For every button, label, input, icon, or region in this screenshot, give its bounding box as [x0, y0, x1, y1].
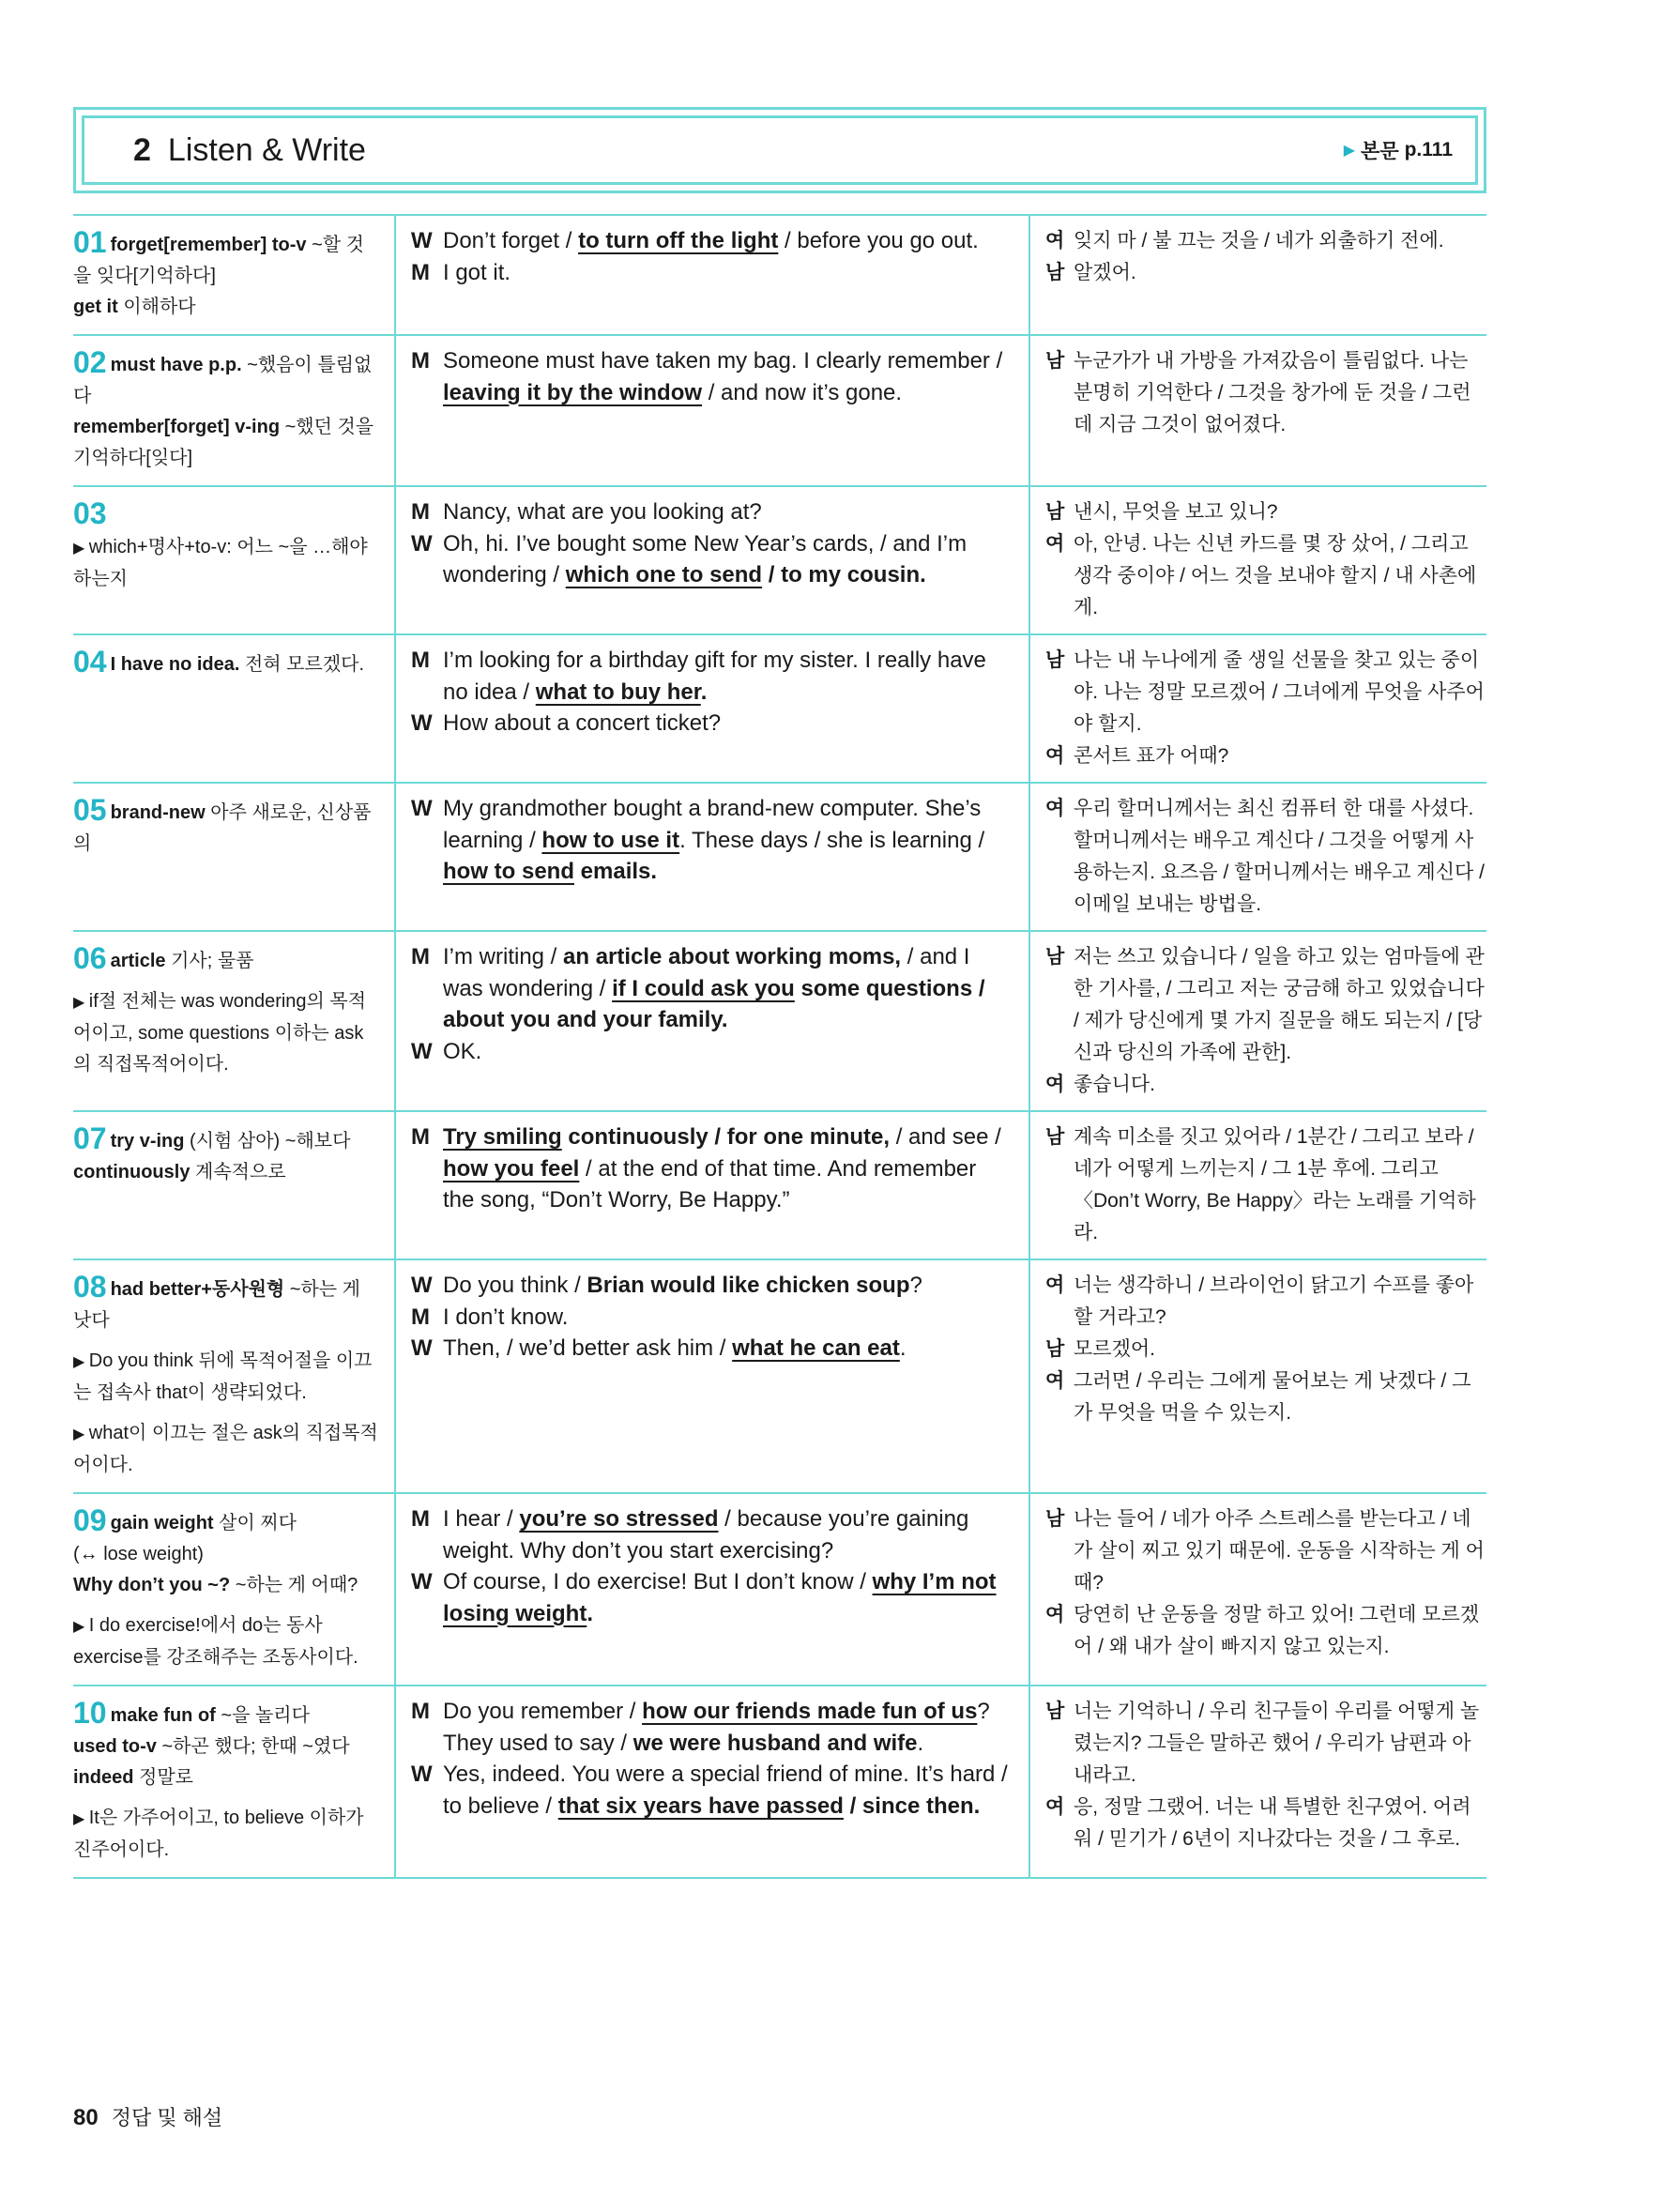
translation-line	[1045, 1365, 1486, 1429]
translation-line	[1045, 1069, 1486, 1101]
notes-cell	[73, 1112, 394, 1259]
translation-line	[1045, 1696, 1486, 1792]
page-footer	[73, 2102, 222, 2131]
translation-text: 나는 들어 / 네가 아주 스트레스를 받는다고 / 네가 살이 찌고 있기 때문에. 운동을 시작하는 게 어때?	[1074, 1508, 1485, 1594]
translation-line	[1045, 645, 1486, 740]
underlined-answer: how to send	[443, 859, 574, 884]
dialogue-text	[443, 645, 1013, 708]
korean-cell	[1030, 487, 1486, 633]
dialogue-line	[411, 1036, 1013, 1068]
translation-text: 계속 미소를 짓고 있어라 / 1분간 / 그리고 보라 / 네가 어떻게 느끼는지 / 그 1분 후에. 그리고 〈Don’t Worry, Be Happy〉라는 노래를 기억하라.	[1074, 1126, 1476, 1243]
dialogue-line	[411, 1696, 1013, 1728]
dialogue-text	[443, 1728, 1013, 1760]
item-number: 10	[73, 1696, 107, 1730]
text-segment: / because you’re gaining weight. Why don’t you start exercising?	[443, 1506, 969, 1564]
dialogue-line	[411, 496, 1013, 528]
speaker-label: W	[411, 1335, 433, 1361]
item-number: 01	[73, 225, 107, 259]
speaker-label: 여	[1045, 1370, 1065, 1392]
translation-text: 우리 할머니께서는 최신 컴퓨터 한 대를 사셨다. 할머니께서는 배우고 계신다 / 그것을 어떻게 사용하는지. 요즈음 / 할머니께서는 배우고 계신다 / 이메일 보내는 방법을.	[1074, 798, 1485, 915]
dialogue-text	[443, 941, 1013, 1036]
text-segment: They used to say /	[443, 1730, 633, 1756]
text-segment: Brian would like chicken soup	[587, 1273, 910, 1298]
translation-text: 잊지 마 / 불 끄는 것을 / 네가 외출하기 전에.	[1074, 230, 1444, 252]
translation-text: 나는 내 누나에게 줄 생일 선물을 찾고 있는 중이야. 나는 정말 모르겠어 / 그녀에게 무엇을 사주어야 할지.	[1074, 649, 1485, 735]
english-cell	[394, 336, 1030, 485]
text-segment: / at the end of that time. And remember the song, “Don’t Worry, Be Happy.”	[443, 1155, 977, 1213]
text-segment: My grandmother bought a brand-new computer. She’s learning /	[443, 796, 982, 853]
dialogue-line	[411, 345, 1013, 408]
translation-line	[1045, 1334, 1486, 1365]
underlined-answer: you’re so stressed	[519, 1506, 719, 1532]
translation-line	[1045, 793, 1486, 921]
page-reference-page: p.111	[1404, 139, 1453, 160]
note-keyword: get it	[73, 297, 118, 317]
section-title-text: Listen & Write	[167, 131, 366, 168]
underlined-answer: if I could ask you	[612, 975, 795, 1001]
speaker-label: M	[411, 944, 430, 969]
english-cell	[394, 932, 1030, 1110]
translation-text: 너는 생각하니 / 브라이언이 닭고기 수프를 좋아할 거라고?	[1074, 1274, 1474, 1328]
dialogue-text	[443, 257, 1013, 289]
dialogue-table	[73, 214, 1486, 1879]
text-segment: we were husband and wife	[632, 1730, 918, 1756]
speaker-label: W	[411, 1762, 433, 1787]
grammar-tip	[73, 1346, 381, 1409]
korean-cell	[1030, 216, 1486, 334]
korean-cell	[1030, 932, 1486, 1110]
vocab-note	[73, 1123, 381, 1157]
speaker-label: M	[411, 1699, 430, 1724]
item-number: 07	[73, 1121, 107, 1155]
underlined-answer: that six years have passed	[557, 1792, 844, 1819]
speaker-label: 여	[1045, 1274, 1065, 1296]
speaker-label: 남	[1045, 262, 1065, 283]
item-number: 08	[73, 1270, 107, 1304]
note-text: (시험 삼아) ~해보다	[184, 1131, 351, 1152]
dialogue-text	[443, 528, 1013, 591]
item-row	[73, 1686, 1486, 1879]
dialogue-text	[443, 1302, 1013, 1334]
korean-cell	[1030, 336, 1486, 485]
item-number: 09	[73, 1503, 107, 1537]
translation-line	[1045, 345, 1486, 441]
vocab-note	[73, 347, 381, 412]
speaker-label: 남	[1045, 1126, 1065, 1148]
note-text: what이 이끄는 절은 ask의 직접목적어이다.	[73, 1423, 378, 1475]
text-segment: How about a concert ticket?	[443, 710, 722, 736]
vocab-note	[73, 1505, 381, 1539]
dialogue-line	[411, 1566, 1013, 1629]
text-segment: / and see /	[890, 1124, 1001, 1150]
text-segment: Do you think /	[443, 1273, 587, 1298]
dialogue-line	[411, 1503, 1013, 1566]
underlined-answer: Try smiling	[443, 1124, 562, 1150]
translation-text: 응, 정말 그랬어. 너는 내 특별한 친구였어. 어려워 / 믿기가 / 6년이 지나갔다는 것을 / 그 후로.	[1074, 1796, 1471, 1850]
vocab-note	[73, 943, 381, 977]
translation-text: 당연히 난 운동을 정말 하고 있어! 그런데 모르겠어 / 왜 내가 살이 빠지지 않고 있는지.	[1074, 1604, 1480, 1657]
grammar-tip	[73, 986, 381, 1080]
text-segment: / and I was wondering /	[443, 944, 970, 1001]
text-segment: Someone must have taken my bag. I clearly remember /	[443, 348, 1003, 374]
speaker-label: 여	[1045, 230, 1065, 252]
underlined-answer: what to buy her	[535, 679, 701, 705]
dialogue-text	[443, 1121, 1013, 1216]
dialogue-text	[443, 225, 1013, 257]
dialogue-line	[411, 645, 1013, 708]
note-text: ~을 놀리다	[215, 1705, 310, 1726]
note-keyword: forget[remember] to-v	[110, 235, 307, 255]
note-text: if절 전체는 was wondering의 목적어이고, some questions 이하는 ask의 직접목적어이다.	[73, 991, 367, 1075]
text-segment: OK.	[443, 1038, 482, 1064]
english-cell	[394, 784, 1030, 930]
note-keyword: Why don’t you ~?	[73, 1575, 231, 1595]
speaker-label: M	[411, 648, 430, 673]
translation-line	[1045, 941, 1486, 1069]
vocab-note	[73, 1539, 381, 1570]
item-row	[73, 635, 1486, 784]
translation-line	[1045, 1792, 1486, 1855]
speaker-label: 남	[1045, 1338, 1065, 1360]
text-segment: an article about working moms,	[563, 944, 902, 969]
speaker-label: 여	[1045, 533, 1065, 555]
speaker-label: 여	[1045, 745, 1065, 767]
speaker-label: 여	[1045, 1074, 1065, 1095]
text-segment: emails.	[574, 859, 658, 884]
note-text: Do you think 뒤에 목적어절을 이끄는 접속사 that이 생략되었다.	[73, 1350, 373, 1403]
text-segment: / before you go out.	[778, 228, 979, 253]
item-number: 02	[73, 345, 107, 379]
dialogue-line	[411, 708, 1013, 740]
dialogue-text	[443, 1696, 1013, 1728]
item-number-line	[73, 498, 381, 532]
note-keyword: indeed	[73, 1767, 134, 1788]
text-segment: Yes, indeed. You were a special friend of mine. It’s hard / to believe /	[443, 1762, 1008, 1819]
note-text: 전혀 모르겠다.	[239, 654, 365, 675]
section-number: 2	[133, 131, 151, 168]
speaker-label	[411, 1728, 443, 1760]
translation-text: 아, 안녕. 나는 신년 카드를 몇 장 샀어, / 그리고 생각 중이야 / 어느 것을 보내야 할지 / 내 사촌에게.	[1074, 533, 1477, 618]
note-keyword: must have p.p.	[110, 355, 242, 375]
english-cell	[394, 635, 1030, 782]
speaker-label: 남	[1045, 1508, 1065, 1530]
speaker-label: 남	[1045, 501, 1065, 523]
item-number: 06	[73, 941, 107, 975]
speaker-label: M	[411, 348, 430, 374]
underlined-answer: leaving it by the window	[443, 379, 703, 405]
korean-cell	[1030, 1494, 1486, 1685]
dialogue-line	[411, 1121, 1013, 1216]
translation-line	[1045, 496, 1486, 528]
translation-text: 저는 쓰고 있습니다 / 일을 하고 있는 엄마들에 관한 기사를, / 그리고 저는 궁금해 하고 있었습니다 / 제가 당신에게 몇 가지 질문을 해도 되는지 / [당신과 당신의 가족에 관한].	[1074, 946, 1485, 1063]
note-text: 살이 찌다	[213, 1513, 297, 1533]
text-segment: continuously / for one minute,	[561, 1124, 891, 1150]
note-text: 정말로	[133, 1767, 193, 1788]
translation-line	[1045, 1503, 1486, 1599]
underlined-answer: how our friends made fun of us	[642, 1699, 978, 1724]
grammar-tip	[73, 532, 381, 595]
translation-text: 알겠어.	[1074, 262, 1136, 283]
item-row	[73, 487, 1486, 635]
vocab-note	[73, 412, 381, 474]
korean-cell	[1030, 1112, 1486, 1259]
notes-cell	[73, 1686, 394, 1877]
underlined-answer: to turn off the light	[578, 228, 779, 253]
translation-line	[1045, 1599, 1486, 1663]
item-row	[73, 1494, 1486, 1686]
speaker-label: M	[411, 499, 430, 525]
dialogue-text	[443, 345, 1013, 408]
speaker-label: 여	[1045, 1604, 1065, 1625]
translation-text: 너는 기억하니 / 우리 친구들이 우리를 어떻게 놀렸는지? 그들은 말하곤 했어 / 우리가 남편과 아내라고.	[1074, 1701, 1480, 1786]
text-segment: .	[700, 679, 708, 705]
dialogue-line	[411, 1270, 1013, 1302]
text-segment: . These days / she is learning /	[679, 827, 985, 853]
dialogue-text	[443, 1759, 1013, 1822]
english-cell	[394, 1112, 1030, 1259]
speaker-label: 남	[1045, 946, 1065, 968]
dialogue-line	[411, 1302, 1013, 1334]
text-segment: I’m looking for a birthday gift for my sister. I really have no idea /	[443, 648, 986, 705]
note-keyword: had better+동사원형	[110, 1279, 285, 1300]
speaker-label: M	[411, 1304, 430, 1330]
item-row	[73, 216, 1486, 336]
speaker-label: W	[411, 228, 433, 253]
english-cell	[394, 487, 1030, 633]
note-keyword: make fun of	[110, 1705, 216, 1726]
notes-cell	[73, 784, 394, 930]
vocab-note	[73, 1731, 381, 1762]
korean-cell	[1030, 635, 1486, 782]
note-text: 이해하다	[117, 297, 196, 317]
dialogue-line	[411, 528, 1013, 591]
translation-line	[1045, 225, 1486, 257]
text-segment: / to my cousin.	[762, 562, 926, 587]
speaker-label: W	[411, 1569, 433, 1594]
speaker-label: W	[411, 530, 433, 557]
note-text: which+명사+to-v: 어느 ~을 …해야 하는지	[73, 537, 368, 589]
note-text: It은 가주어이고, to believe 이하가 진주어이다.	[73, 1808, 364, 1860]
note-keyword: remember[forget] v-ing	[73, 417, 281, 437]
translation-line	[1045, 1121, 1486, 1249]
text-segment: Do you remember /	[443, 1699, 643, 1724]
note-keyword: I have no idea.	[110, 654, 240, 675]
dialogue-text	[443, 793, 1013, 888]
text-segment: Nancy, what are you looking at?	[443, 499, 762, 525]
korean-cell	[1030, 1260, 1486, 1492]
text-segment: I hear /	[443, 1506, 520, 1532]
speaker-label: W	[411, 710, 433, 736]
dialogue-line	[411, 225, 1013, 257]
notes-cell	[73, 635, 394, 782]
korean-cell	[1030, 1686, 1486, 1877]
page-reference	[1344, 136, 1453, 164]
translation-text: 그러면 / 우리는 그에게 물어보는 게 낫겠다 / 그가 무엇을 먹을 수 있는지.	[1074, 1370, 1471, 1424]
speaker-label: M	[411, 1506, 430, 1532]
text-segment: .	[587, 1600, 593, 1626]
dialogue-text	[443, 1503, 1013, 1566]
item-row	[73, 1112, 1486, 1260]
dialogue-line	[411, 257, 1013, 289]
dialogue-line	[411, 1333, 1013, 1365]
item-number: 03	[73, 496, 107, 530]
dialogue-text	[443, 1270, 1013, 1302]
text-segment: Oh, hi. I’ve bought some New Year’s cards, / and I’m wondering /	[443, 530, 968, 587]
english-cell	[394, 1494, 1030, 1685]
dialogue-text	[443, 1036, 1013, 1068]
text-segment: / since then.	[843, 1792, 981, 1819]
note-text: 계속적으로	[190, 1162, 286, 1182]
dialogue-text	[443, 496, 1013, 528]
grammar-tip	[73, 1610, 381, 1673]
note-text: I do exercise!에서 do는 동사 exercise를 강조해주는 조동사이다.	[73, 1615, 358, 1668]
note-text: 기사; 물품	[165, 951, 254, 971]
translation-text: 좋습니다.	[1074, 1074, 1155, 1095]
vocab-note	[73, 647, 381, 680]
translation-line	[1045, 1270, 1486, 1334]
item-number: 04	[73, 645, 107, 679]
item-row	[73, 932, 1486, 1112]
note-keyword: try v-ing	[110, 1131, 185, 1152]
speaker-label: 남	[1045, 649, 1065, 671]
item-row	[73, 1260, 1486, 1494]
text-segment: ?	[909, 1273, 922, 1298]
dialogue-line	[411, 793, 1013, 888]
dialogue-text	[443, 708, 1013, 740]
note-text: ~할 것을 잊다[기억하다]	[73, 235, 364, 286]
note-text: ~하곤 했다; 한때 ~였다	[156, 1736, 350, 1757]
note-keyword: gain weight	[110, 1513, 214, 1533]
speaker-label: M	[411, 259, 430, 285]
underlined-answer: why I’m not losing weight	[443, 1569, 997, 1626]
notes-cell	[73, 1494, 394, 1685]
translation-line	[1045, 528, 1486, 624]
english-cell	[394, 1686, 1030, 1877]
section-header	[73, 107, 1486, 193]
speaker-label: W	[411, 796, 433, 821]
translation-text: 모르겠어.	[1074, 1338, 1155, 1360]
text-segment: Then, / we’d better ask him /	[443, 1335, 733, 1361]
note-text: ~하는 게 낫다	[73, 1279, 360, 1331]
speaker-label: W	[411, 1038, 433, 1064]
vocab-note	[73, 1272, 381, 1336]
note-text: ~했던 것을 기억하다[잊다]	[73, 417, 374, 468]
item-number: 05	[73, 793, 107, 827]
dialogue-line	[411, 941, 1013, 1036]
note-keyword: used to-v	[73, 1736, 157, 1757]
note-text: ~했음이 틀림없다	[73, 355, 373, 406]
text-segment: .	[917, 1730, 924, 1756]
text-segment: .	[899, 1335, 907, 1361]
text-segment: ?	[977, 1699, 990, 1724]
note-keyword: continuously	[73, 1162, 190, 1182]
note-keyword: brand-new	[110, 802, 206, 823]
speaker-label: 여	[1045, 798, 1065, 819]
triangle-icon: ▶	[1343, 143, 1356, 159]
section-title	[133, 132, 366, 169]
underlined-answer: how you feel	[443, 1155, 580, 1182]
vocab-note	[73, 1570, 381, 1601]
underlined-answer: how to use it	[541, 827, 680, 853]
page-reference-label: 본문	[1361, 141, 1399, 162]
vocab-note	[73, 1698, 381, 1731]
translation-line	[1045, 257, 1486, 289]
vocab-note	[73, 227, 381, 292]
footer-label: 정답 및 해설	[111, 2106, 223, 2129]
underlined-answer: which one to send	[565, 562, 763, 587]
text-segment: I don’t know.	[443, 1304, 569, 1330]
speaker-label: W	[411, 1273, 433, 1298]
text-segment: Don’t forget /	[443, 228, 579, 253]
text-segment: / and now it’s gone.	[702, 379, 903, 405]
translation-text: 누군가가 내 가방을 가져갔음이 틀림없다. 나는 분명히 기억한다 / 그것을 창가에 둔 것을 / 그런데 지금 그것이 없어졌다.	[1074, 350, 1471, 435]
notes-cell	[73, 216, 394, 334]
speaker-label: 남	[1045, 1701, 1065, 1722]
notes-cell	[73, 932, 394, 1110]
english-cell	[394, 216, 1030, 334]
underlined-answer: what he can eat	[732, 1335, 900, 1361]
note-text: 아주 새로운, 신상품의	[73, 802, 372, 854]
note-keyword: article	[110, 951, 166, 971]
item-row	[73, 784, 1486, 932]
speaker-label: M	[411, 1124, 430, 1150]
speaker-label: 여	[1045, 1796, 1065, 1818]
vocab-note	[73, 1157, 381, 1188]
dialogue-line	[411, 1728, 1013, 1760]
vocab-note	[73, 795, 381, 860]
dialogue-line	[411, 1759, 1013, 1822]
text-segment: I’m writing /	[443, 944, 564, 969]
text-segment: some questions / about you and your family.	[443, 975, 985, 1032]
translation-text: 낸시, 무엇을 보고 있니?	[1074, 501, 1278, 523]
speaker-label: 남	[1045, 350, 1065, 372]
translation-line	[1045, 740, 1486, 772]
notes-cell	[73, 487, 394, 633]
note-text: (↔ lose weight)	[73, 1544, 204, 1564]
notes-cell	[73, 336, 394, 485]
grammar-tip	[73, 1803, 381, 1866]
korean-cell	[1030, 784, 1486, 930]
section-header-inner	[82, 115, 1478, 185]
translation-text: 콘서트 표가 어때?	[1074, 745, 1229, 767]
notes-cell	[73, 1260, 394, 1492]
dialogue-text	[443, 1333, 1013, 1365]
item-row	[73, 336, 1486, 487]
text-segment: Of course, I do exercise! But I don’t know /	[443, 1569, 873, 1594]
grammar-tip	[73, 1418, 381, 1481]
dialogue-text	[443, 1566, 1013, 1629]
vocab-note	[73, 1762, 381, 1793]
page-number: 80	[73, 2105, 99, 2130]
note-text: ~하는 게 어때?	[230, 1575, 358, 1595]
text-segment: I got it.	[443, 259, 511, 285]
vocab-note	[73, 292, 381, 323]
english-cell	[394, 1260, 1030, 1492]
